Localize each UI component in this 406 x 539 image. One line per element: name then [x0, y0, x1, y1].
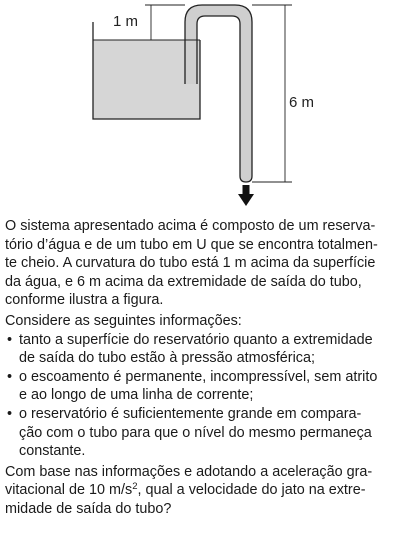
question-paragraph — [5, 463, 401, 519]
u-tube-reservoir-figure — [0, 0, 406, 212]
text-line: tanto a superfície do reservatório quanto a extremidade — [19, 331, 373, 348]
text-line: ção com o tubo para que o nível do mesmo permaneça — [19, 424, 372, 441]
text-line: te cheio. A curvatura do tubo está 1 m acima da superfície — [5, 255, 376, 272]
text-line: e ao longo de uma linha de corrente; — [19, 387, 254, 404]
list-item — [5, 405, 401, 461]
text-line: constante. — [19, 443, 86, 460]
intro-line: Considere as seguintes informações: — [5, 312, 242, 329]
text-line: O sistema apresentado acima é composto de um reserva- — [5, 218, 376, 234]
list-item — [5, 368, 401, 405]
text-line: tório d’água e de um tubo em U que se encontra totalmen- — [5, 236, 378, 253]
text-line: da água, e 6 m acima da extremidade de saída do tubo, — [5, 273, 362, 290]
text-line: vitacional de 10 m/s — [5, 482, 133, 499]
reservoir-water — [93, 40, 200, 119]
bullet-icon: • — [7, 331, 13, 348]
text-line: , qual a velocidade do jato na extre- — [137, 482, 366, 499]
bullet-icon: • — [7, 368, 13, 385]
dimension-label-1m: 1 m — [113, 13, 139, 30]
text-line: de saída do tubo estão à pressão atmosférica; — [19, 350, 315, 367]
text-line: conforme ilustra a figura. — [5, 292, 164, 309]
text-line: o reservatório é suficientemente grande em compara- — [19, 405, 362, 422]
question-text — [5, 217, 401, 519]
text-line: o escoamento é permanente, incompressível, sem atrito — [19, 368, 378, 385]
bullet-icon: • — [7, 405, 13, 422]
dimension-label-6m: 6 m — [289, 94, 315, 111]
information-list — [5, 331, 401, 461]
list-item — [5, 331, 401, 368]
jet-arrow-icon — [238, 185, 254, 206]
text-line: midade de saída do tubo? — [5, 500, 172, 517]
paragraph-description — [5, 217, 401, 310]
superscript: 2 — [132, 481, 138, 493]
text-line: Com base nas informações e adotando a aceleração gra- — [5, 463, 373, 480]
